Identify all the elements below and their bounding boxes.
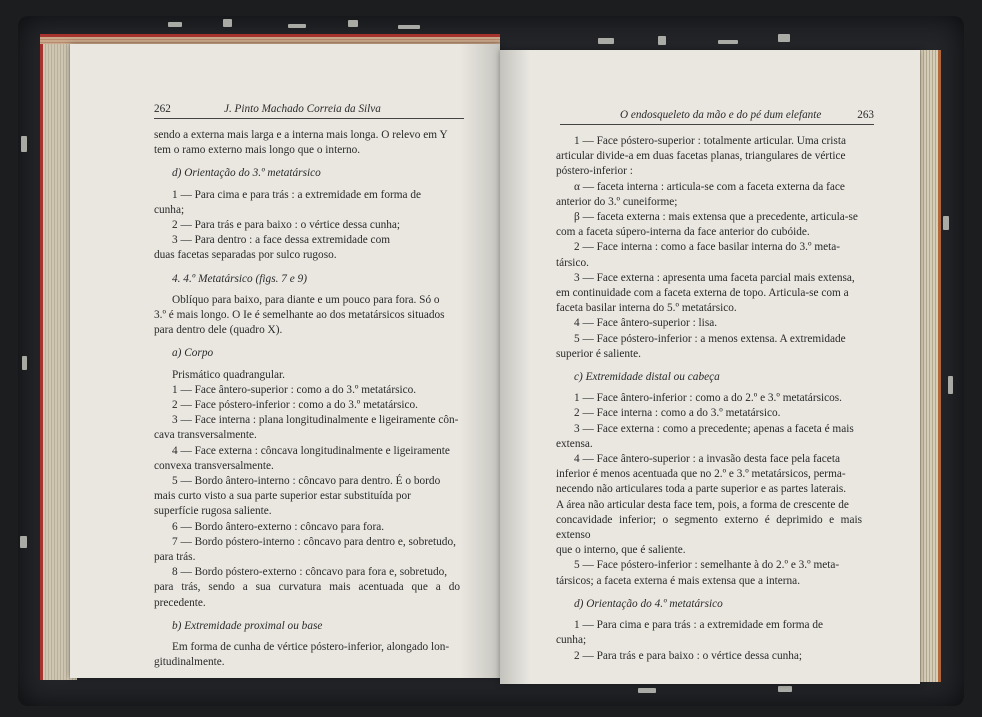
- text-line: 2 — Para trás e para baixo : o vértice dessa cunha;: [172, 219, 401, 232]
- text-line: 3 — Face externa : apresenta uma faceta parcial mais extensa,: [574, 271, 855, 284]
- cover-speck: [22, 356, 27, 370]
- text-line: Oblíquo para baixo, para diante e um pouco para fora. Só o: [172, 293, 440, 306]
- text-line: 1 — Face ântero-inferior : como a do 2.º e 3.º metatársicos.: [574, 392, 842, 405]
- text-line: convexa transversalmente.: [154, 459, 274, 472]
- text-line: inferior é menos acentuada que no 2.º e 3.º metatársicos, perma-: [556, 468, 846, 481]
- text-line: que o interno, que é saliente.: [556, 544, 686, 557]
- text-line: faceta basilar interna do 5.º metatársico.: [556, 302, 737, 315]
- text-line: 4 — Face ântero-superior : a invasão desta face pela faceta: [574, 453, 840, 466]
- text-line: Prismático quadrangular.: [172, 368, 285, 381]
- text-line: tem o ramo externo mais longo que o interno.: [154, 144, 361, 157]
- text-line: α — faceta interna : articula-se com a faceta externa da face: [574, 180, 845, 193]
- cover-speck: [21, 136, 27, 152]
- text-line: 4 — Face externa : côncava longitudinalmente e ligeiramente: [172, 444, 450, 457]
- text-line: társico.: [556, 256, 589, 269]
- header-title: J. Pinto Machado Correia da Silva: [224, 103, 381, 115]
- cover-speck: [718, 40, 738, 44]
- text-line: anterior do 3.º cuneiforme;: [556, 195, 678, 208]
- page-number: 263: [857, 109, 874, 121]
- cover-speck: [948, 376, 953, 394]
- text-line: extensa.: [556, 437, 593, 450]
- cover-speck: [638, 688, 656, 693]
- right-page: [500, 50, 920, 684]
- text-line: 2 — Face interna : como a face basilar interna do 3.º meta-: [574, 241, 841, 254]
- text-line: 5 — Bordo ântero-interno : côncavo para dentro. É o bordo: [172, 475, 441, 488]
- text-line: β — faceta externa : mais extensa que a precedente, articula-se: [574, 211, 858, 224]
- text-line: 2 — Face póstero-inferior : como a do 3.º metatársico.: [172, 399, 418, 412]
- text-line: 3 — Face externa : como a precedente; apenas a faceta é mais: [574, 422, 854, 435]
- text-line: sendo a externa mais larga e a interna mais longa. O relevo em Y: [154, 129, 448, 141]
- section-heading: b) Extremidade proximal ou base: [172, 619, 323, 632]
- text-line: para trás, sendo a sua curvatura mais acentuada que a do precedente.: [154, 581, 460, 609]
- cover-speck: [598, 38, 614, 44]
- text-line: 1 — Para cima e para trás : a extremidade em forma de: [172, 188, 422, 201]
- text-line: társicos; a faceta externa é mais extensa que a interna.: [556, 574, 801, 587]
- text-line: para dentro dele (quadro X).: [154, 324, 283, 337]
- text-line: superior é saliente.: [556, 347, 642, 360]
- text-line: 8 — Bordo póstero-externo : côncavo para fora e, sobretudo,: [172, 566, 448, 579]
- text-line: duas facetas separadas por sulco rugoso.: [154, 249, 337, 262]
- text-line: 1 — Para cima e para trás : a extremidade em forma de: [574, 619, 824, 632]
- text-line: mais curto visto a sua parte superior estar substituída por: [154, 490, 411, 503]
- page-body: [154, 128, 460, 671]
- text-line: 7 — Bordo póstero-interno : côncavo para dentro e, sobretudo,: [172, 535, 456, 548]
- cover-speck: [658, 36, 666, 45]
- section-heading: d) Orientação do 4.º metatársico: [574, 597, 723, 610]
- text-line: A área não articular desta face tem, pois, a forma de crescente de: [556, 498, 849, 511]
- gutter-shadow: [460, 44, 500, 678]
- section-heading: a) Corpo: [172, 347, 214, 360]
- text-line: 3 — Para dentro : a face dessa extremidade com: [172, 234, 391, 247]
- text-line: necendo não articulares toda a parte superior e as partes laterais.: [556, 483, 847, 496]
- page-number: 262: [154, 103, 171, 115]
- cover-speck: [288, 24, 306, 28]
- text-line: em continuidade com a faceta externa de topo. Articula-se com a: [556, 287, 849, 300]
- text-line: 3 — Face interna : plana longitudinalmente e ligeiramente côn-: [172, 414, 459, 427]
- text-line: 5 — Face póstero-inferior : semelhante à do 2.º e 3.º meta-: [574, 559, 840, 572]
- section-heading: d) Orientação do 3.º metatársico: [172, 167, 321, 180]
- text-line: articular divide-a em duas facetas planas, triangulares de vértice: [556, 150, 846, 163]
- cover-speck: [778, 34, 790, 42]
- cover-speck: [398, 25, 420, 29]
- gutter-shadow: [500, 50, 530, 684]
- left-page: [70, 44, 500, 678]
- cover-speck: [348, 20, 358, 27]
- text-line: gitudinalmente.: [154, 656, 225, 669]
- text-line: para trás.: [154, 551, 196, 564]
- text-line: superfície rugosa saliente.: [154, 505, 272, 518]
- text-line: 1 — Face póstero-superior : totalmente articular. Uma crista: [574, 135, 846, 147]
- section-heading: 4. 4.º Metatársico (figs. 7 e 9): [172, 272, 307, 285]
- header-title: O endosqueleto da mão e do pé dum elefante: [620, 109, 822, 121]
- text-line: 2 — Face interna : como a do 3.º metatársico.: [574, 407, 781, 420]
- section-heading: c) Extremidade distal ou cabeça: [574, 371, 720, 384]
- text-line: 3.º é mais longo. O Ie é semelhante ao dos metatársicos situados: [154, 309, 445, 322]
- text-line: concavidade inferior; o segmento externo é deprimido e mais extenso: [556, 513, 862, 542]
- text-line: cava transversalmente.: [154, 429, 257, 442]
- page-edges-right: [918, 50, 941, 682]
- text-line: cunha;: [154, 203, 185, 216]
- running-header: [154, 102, 464, 119]
- text-line: cunha;: [556, 634, 587, 647]
- cover-speck: [943, 216, 949, 230]
- cover-speck: [168, 22, 182, 27]
- text-line: 4 — Face ântero-superior : lisa.: [574, 317, 718, 330]
- cover-speck: [20, 536, 27, 548]
- text-line: Em forma de cunha de vértice póstero-inferior, alongado lon-: [172, 641, 450, 654]
- text-line: 6 — Bordo ântero-externo : côncavo para fora.: [172, 520, 385, 533]
- page-body: [556, 134, 862, 664]
- text-line: póstero-inferior :: [556, 165, 633, 178]
- text-line: 5 — Face póstero-inferior : a menos extensa. A extremidade: [574, 332, 846, 345]
- text-line: com a faceta súpero-interna da face anterior do cubóide.: [556, 226, 810, 239]
- running-header: [560, 108, 874, 125]
- text-line: 1 — Face ântero-superior : como a do 3.º metatársico.: [172, 383, 417, 396]
- cover-speck: [778, 686, 792, 692]
- cover-speck: [223, 19, 232, 27]
- text-line: 2 — Para trás e para baixo : o vértice dessa cunha;: [574, 649, 803, 662]
